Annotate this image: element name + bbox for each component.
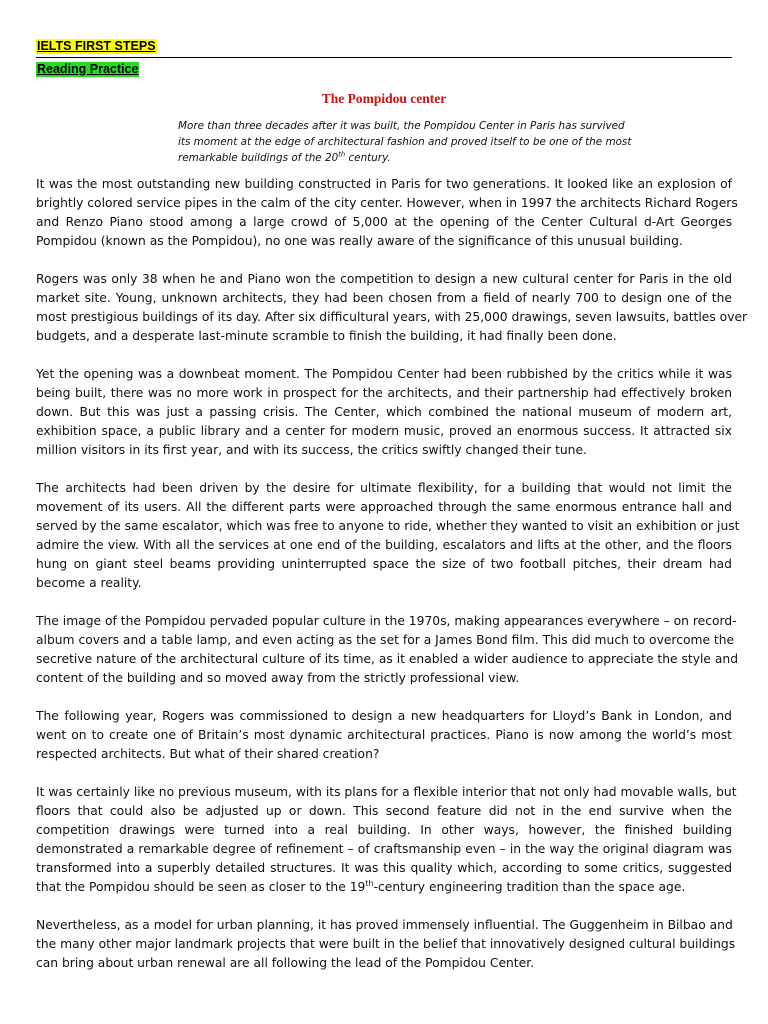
paragraph-line: floors that could also be adjusted up or down. This second feature did not in the end survive when the [36, 804, 732, 818]
paragraph [36, 783, 737, 897]
paragraph-line: down. But this was just a passing crisis. The Center, which combined the national museum of modern art, [36, 405, 732, 419]
paragraph-line: demonstrated a remarkable degree of refinement – of craftsmanship even – in the way the original diagram was [36, 842, 732, 856]
paragraph-line: the many other major landmark projects that were built in the belief that innovatively designed cultural buildings [36, 937, 736, 951]
paragraph-line: album covers and a table lamp, and even acting as the set for a James Bond film. This did much to overcome the [36, 633, 735, 647]
paragraph-line: content of the building and so moved away from the strictly professional view. [36, 671, 520, 685]
paragraph-line: It was certainly like no previous museum, with its plans for a flexible interior that not only had movable walls, but [36, 785, 737, 799]
article-intro [178, 118, 632, 166]
paragraph-line: hung on giant steel beams providing uninterrupted space the size of two football pitches, their dream had [36, 557, 732, 571]
header-divider [36, 57, 732, 58]
paragraph-line: Rogers was only 38 when he and Piano won the competition to design a new cultural center for Paris in the old [36, 272, 732, 286]
course-label: IELTS FIRST STEPS [37, 39, 156, 53]
intro-line: More than three decades after it was built, the Pompidou Center in Paris has survived [178, 120, 625, 132]
paragraph-line: Yet the opening was a downbeat moment. The Pompidou Center had been rubbished by the critics while it was [36, 367, 732, 381]
paragraph-line: that the Pompidou should be seen as closer to the 19th-century engineering tradition than the space age. [36, 878, 686, 894]
paragraph-line: being built, there was no more work in prospect for the architects, and their partnership had effectively broken [36, 386, 732, 400]
paragraph-line: market site. Young, unknown architects, they had been chosen from a field of nearly 700 to design one of the [36, 291, 732, 305]
paragraph-line: The image of the Pompidou pervaded popular culture in the 1970s, making appearances everywhere – on record- [36, 614, 737, 628]
paragraph [36, 612, 739, 688]
paragraph-line: movement of its users. All the different parts were approached through the same enormous entrance hall and [36, 500, 732, 514]
paragraph-line: brightly colored service pipes in the calm of the city center. However, when in 1997 the architects Richard Rogers [36, 196, 738, 210]
paragraph-line: Nevertheless, as a model for urban planning, it has proved immensely influential. The Guggenheim in Bilbao and [36, 918, 733, 932]
paragraph-line: It was the most outstanding new building constructed in Paris for two generations. It looked like an explosion of [36, 177, 732, 191]
paragraph [36, 479, 740, 593]
paragraph-line: can bring about urban renewal are all following the lead of the Pompidou Center. [36, 956, 535, 970]
intro-line: remarkable buildings of the 20th century. [178, 150, 391, 164]
intro-line: its moment at the edge of architectural fashion and proved itself to be one of the most [178, 136, 632, 148]
paragraph-line: Pompidou (known as the Pompidou), no one was really aware of the significance of this unusual building. [36, 234, 683, 248]
paragraph-line: The architects had been driven by the desire for ultimate flexibility, for a building that would not limit the [36, 481, 732, 495]
paragraph-line: served by the same escalator, which was free to anyone to ride, whether they wanted to visit an exhibition or just [36, 519, 740, 533]
paragraph-line: competition drawings were turned into a real building. In other ways, however, the finished building [36, 823, 732, 837]
paragraph [36, 175, 738, 251]
paragraph-line: million visitors in its first year, and with its success, the critics swiftly changed their tune. [36, 443, 587, 457]
paragraph-line: and Renzo Piano stood among a large crowd of 5,000 at the opening of the Center Cultural d-Art Georges [36, 215, 732, 229]
paragraph-line: The following year, Rogers was commissioned to design a new headquarters for Lloyd’s Bank in London, and [36, 709, 732, 723]
paragraph [36, 707, 732, 764]
paragraph-line: admire the view. With all the services at one end of the building, escalators and lifts at the other, and the floors [36, 538, 732, 552]
paragraph-line: transformed into a superbly detailed structures. It was this quality which, according to some critics, suggested [36, 861, 732, 875]
paragraph [36, 916, 736, 973]
paragraph [36, 365, 732, 460]
paragraph-line: exhibition space, a public library and a center for modern music, proved an enormous success. It attracted six [36, 424, 732, 438]
paragraph-line: most prestigious buildings of its day. After six difficultural years, with 25,000 drawings, seven lawsuits, battles over [36, 310, 748, 324]
paragraph-line: become a reality. [36, 576, 142, 590]
paragraph-line: respected architects. But what of their shared creation? [36, 747, 380, 761]
paragraph-line: secretive nature of the architectural culture of its time, as it enabled a wider audience to appreciate the style and [36, 652, 739, 666]
article-body [36, 175, 748, 992]
paragraph [36, 270, 748, 346]
section-label: Reading Practice [37, 62, 139, 76]
article-title: The Pompidou center [321, 91, 447, 106]
paragraph-line: went on to create one of Britain’s most dynamic architectural practices. Piano is now among the world’s most [36, 728, 732, 742]
paragraph-line: budgets, and a desperate last-minute scramble to finish the building, it had finally been done. [36, 329, 617, 343]
